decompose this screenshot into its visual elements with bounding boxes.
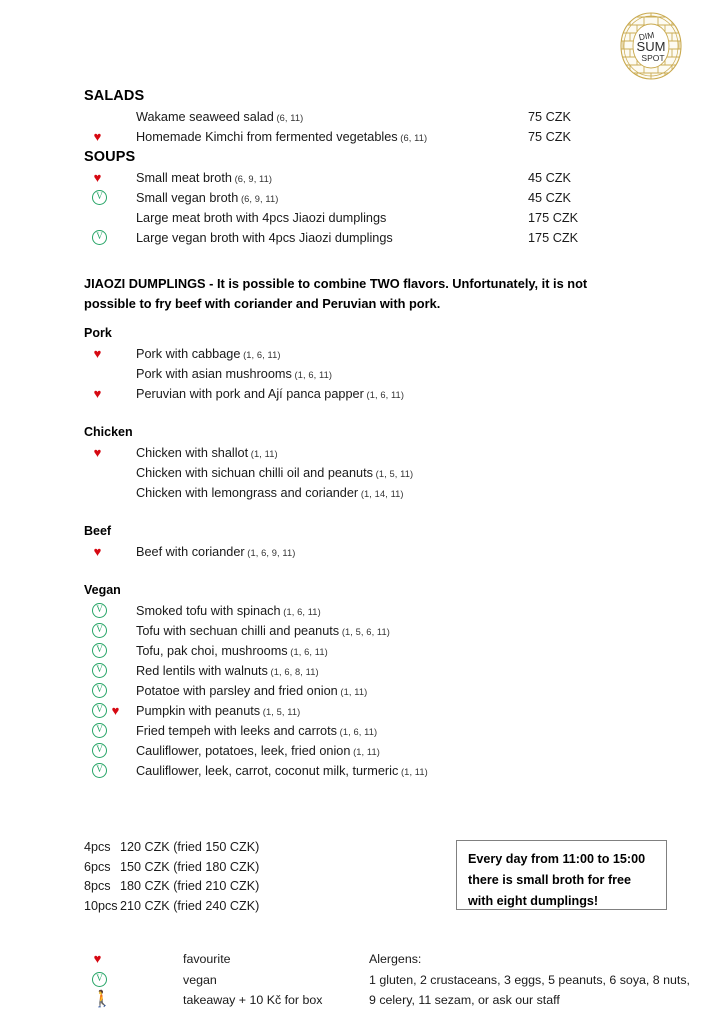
menu-item-allergens: (1, 6, 11): [240, 350, 281, 360]
logo-text-sum: SUM: [636, 39, 666, 54]
menu-item-label: [136, 483, 404, 504]
menu-item-name: Small vegan broth: [136, 191, 239, 205]
portion-amount: 210 CZK (fried 240 CZK): [120, 898, 260, 913]
heart-icon: ♥: [93, 170, 102, 186]
vegan-icon: V: [92, 643, 107, 658]
menu-item-allergens: (1, 6, 11): [363, 390, 405, 400]
menu-item-name: Small meat broth: [136, 171, 232, 185]
jiaozi-heading: JIAOZI DUMPLINGS: [84, 276, 206, 291]
menu-item-name: Chicken with sichuan chilli oil and peanuts: [136, 466, 373, 480]
marker-slot: [92, 344, 110, 364]
allergens-line-2: 9 celery, 11 sezam, or ask our staff: [369, 993, 560, 1007]
marker-slot: [92, 721, 110, 741]
legend-icon-wrap: [92, 970, 112, 991]
free-broth-notice-box: [456, 840, 667, 910]
menu-item-row: [84, 107, 684, 127]
row-markers: [92, 741, 136, 761]
menu-item-name: Pork with cabbage: [136, 347, 241, 361]
legend-icon-wrap: [92, 990, 112, 1011]
marker-slot: [92, 661, 110, 681]
jiaozi-intro: [84, 274, 624, 314]
row-markers: [92, 188, 136, 208]
portion-quantity: 10pcs: [84, 898, 118, 913]
marker-slot: [92, 621, 110, 641]
allergens-block: [369, 949, 699, 1011]
menu-item-label: [136, 761, 428, 782]
menu-item-allergens: (1, 6, 11): [280, 607, 321, 617]
row-markers: [92, 344, 136, 364]
row-markers: [92, 443, 136, 463]
row-markers: [92, 542, 136, 562]
menu-item-allergens: (1, 14, 11): [358, 489, 404, 499]
menu-item-label: [136, 443, 278, 464]
portion-amount: 150 CZK (fried 180 CZK): [120, 859, 260, 874]
row-markers: [92, 661, 136, 681]
portion-quantity: 4pcs: [84, 840, 111, 854]
menu-item-name: Chicken with shallot: [136, 446, 249, 460]
row-markers: [92, 127, 136, 147]
row-markers: [92, 228, 136, 248]
menu-item-name: Chicken with lemongrass and coriander: [136, 486, 359, 500]
marker-slot: [92, 228, 110, 248]
vegan-icon: V: [92, 972, 107, 987]
row-markers: [92, 701, 136, 721]
allergens-title: Alergens:: [369, 952, 422, 966]
menu-item-label: [136, 721, 377, 742]
row-markers: [92, 483, 136, 503]
menu-item-label: [136, 641, 328, 662]
menu-item-row: [84, 741, 684, 761]
group-heading-beef: Beef: [84, 524, 112, 538]
marker-slot: [92, 168, 110, 188]
vegan-icon: V: [92, 763, 107, 778]
menu-item-allergens: (6, 9, 11): [238, 194, 279, 204]
menu-item-row: [84, 681, 684, 701]
menu-item-price: 75 CZK: [528, 130, 572, 144]
marker-slot: [92, 601, 110, 621]
menu-item-label: [136, 228, 393, 248]
row-markers: [92, 601, 136, 621]
marker-slot: [92, 127, 110, 147]
legend-label: favourite: [183, 952, 231, 966]
menu-item-row: [84, 601, 684, 621]
row-markers: [92, 463, 136, 483]
section-heading-soups: SOUPS: [84, 149, 136, 165]
menu-item-allergens: (1, 5, 11): [260, 707, 301, 717]
menu-item-label: [136, 681, 367, 702]
allergens-line-1: 1 gluten, 2 crustaceans, 3 eggs, 5 peanuts, 6 soya, 8 nuts,: [369, 972, 690, 987]
heart-icon: ♥: [93, 544, 102, 560]
menu-item-row: [84, 701, 684, 721]
menu-item-label: [136, 384, 404, 405]
menu-item-row: [84, 384, 684, 404]
vegan-icon: V: [92, 723, 107, 738]
marker-slot: [92, 188, 110, 208]
menu-item-label: [136, 741, 380, 762]
marker-slot: [92, 443, 110, 463]
portion-amount: 120 CZK (fried 150 CZK): [120, 840, 260, 854]
legend-label: vegan: [183, 972, 217, 987]
row-markers: [92, 641, 136, 661]
menu-item-name: Smoked tofu with spinach: [136, 604, 281, 618]
menu-item-name: Pork with asian mushrooms: [136, 367, 292, 381]
dim-sum-spot-logo: [617, 11, 685, 81]
portion-quantity: 8pcs: [84, 879, 111, 894]
menu-item-row: [84, 483, 684, 503]
marker-slot: [92, 741, 110, 761]
vegan-icon: V: [92, 230, 107, 245]
menu-item-name: Tofu, pak choi, mushrooms: [136, 644, 288, 658]
menu-item-allergens: (1, 11): [337, 687, 368, 697]
logo-text-dim: DIM: [637, 29, 656, 43]
notice-text: Every day from 11:00 to 15:00 there is small broth for free with eight dumplings!: [468, 852, 646, 908]
jiaozi-heading-note: - It is possible to combine TWO flavors. Unfortunately, it is not possible to fry beef with coriander and Peruvian with pork.: [84, 276, 588, 311]
menu-item-row: [84, 542, 684, 562]
legend: [92, 949, 352, 1011]
row-markers: [92, 208, 136, 228]
marker-slot: [92, 701, 110, 721]
menu-item-price: 45 CZK: [528, 191, 572, 205]
menu-item-price: 45 CZK: [528, 171, 572, 185]
menu-item-allergens: (1, 6, 11): [287, 647, 328, 657]
row-markers: [92, 364, 136, 384]
menu-item-row: [84, 463, 684, 483]
menu-item-name: Cauliflower, leek, carrot, coconut milk, turmeric: [136, 764, 399, 778]
menu-item-allergens: (1, 6, 11): [291, 370, 333, 380]
takeaway-icon: 🚶: [92, 990, 112, 1008]
row-markers: [92, 384, 136, 404]
vegan-icon: V: [92, 190, 107, 205]
menu-item-allergens: (1, 11): [248, 449, 278, 459]
menu-item-label: [136, 188, 278, 209]
menu-item-name: Potatoe with parsley and fried onion: [136, 684, 338, 698]
menu-item-allergens: (1, 11): [350, 747, 380, 757]
section-heading-salads: SALADS: [84, 88, 145, 104]
menu-item-row: [84, 127, 684, 147]
row-markers: [92, 107, 136, 127]
vegan-icon: V: [92, 683, 107, 698]
menu-item-name: Fried tempeh with leeks and carrots: [136, 724, 337, 738]
menu-item-name: Large vegan broth with 4pcs Jiaozi dumplings: [136, 231, 393, 245]
menu-item-label: [136, 601, 321, 622]
legend-label: takeaway + 10 Kč for box: [183, 993, 323, 1007]
menu-item-name: Wakame seaweed salad: [136, 110, 274, 124]
menu-item-name: Large meat broth with 4pcs Jiaozi dumplings: [136, 211, 387, 225]
group-heading-pork: Pork: [84, 326, 112, 340]
legend-icon-wrap: [92, 949, 112, 970]
menu-item-label: [136, 127, 427, 148]
menu-item-allergens: (6, 11): [273, 113, 304, 123]
menu-item-name: Pumpkin with peanuts: [136, 704, 261, 718]
menu-item-row: [84, 208, 684, 228]
legend-row: [92, 970, 352, 991]
heart-icon: ♥: [111, 703, 120, 719]
menu-item-label: [136, 364, 332, 385]
menu-item-price: 175 CZK: [528, 211, 579, 225]
vegan-icon: V: [92, 703, 107, 718]
heart-icon: ♥: [93, 386, 102, 402]
menu-item-name: Tofu with sechuan chilli and peanuts: [136, 624, 340, 638]
marker-slot: [92, 542, 110, 562]
portion-quantity: 6pcs: [84, 859, 111, 874]
menu-item-label: [136, 463, 413, 484]
menu-item-price: 75 CZK: [528, 110, 572, 124]
menu-item-allergens: (1, 6, 11): [336, 727, 378, 737]
menu-item-row: [84, 344, 684, 364]
menu-item-allergens: (1, 5, 6, 11): [339, 627, 390, 637]
menu-item-name: Peruvian with pork and Ají panca papper: [136, 387, 364, 401]
menu-item-label: [136, 542, 295, 563]
marker-slot: [92, 681, 110, 701]
vegan-icon: V: [92, 663, 107, 678]
menu-item-allergens: (1, 5, 11): [372, 469, 414, 479]
menu-item-label: [136, 621, 390, 642]
menu-item-row: [84, 228, 684, 248]
menu-item-row: [84, 721, 684, 741]
group-heading-vegan: Vegan: [84, 583, 121, 597]
menu-item-row: [84, 761, 684, 781]
menu-item-label: [136, 208, 386, 228]
menu-item-allergens: (6, 11): [397, 133, 428, 143]
menu-item-name: Homemade Kimchi from fermented vegetables: [136, 130, 398, 144]
menu-item-row: [84, 621, 684, 641]
row-markers: [92, 681, 136, 701]
menu-item-label: [136, 107, 303, 128]
heart-icon: ♥: [93, 951, 102, 967]
menu-item-row: [84, 443, 684, 463]
row-markers: [92, 168, 136, 188]
marker-slot: [92, 384, 110, 404]
heart-icon: ♥: [93, 346, 102, 362]
marker-slot: [92, 761, 110, 781]
marker-slot: [110, 701, 128, 721]
menu-item-name: Cauliflower, potatoes, leek, fried onion: [136, 744, 351, 758]
row-markers: [92, 761, 136, 781]
menu-item-allergens: (1, 11): [398, 767, 428, 777]
menu-item-row: [84, 661, 684, 681]
portion-amount: 180 CZK (fried 210 CZK): [120, 879, 260, 894]
menu-item-row: [84, 168, 684, 188]
menu-item-row: [84, 641, 684, 661]
menu-item-label: [136, 344, 281, 365]
marker-slot: [92, 641, 110, 661]
heart-icon: ♥: [93, 129, 102, 145]
menu-item-allergens: (1, 6, 8, 11): [267, 667, 319, 677]
legend-row: [92, 949, 352, 970]
row-markers: [92, 721, 136, 741]
menu-item-row: [84, 188, 684, 208]
logo-text-spot: SPOT: [641, 53, 665, 63]
vegan-icon: V: [92, 743, 107, 758]
group-heading-chicken: Chicken: [84, 425, 133, 439]
vegan-icon: V: [92, 603, 107, 618]
menu-item-price: 175 CZK: [528, 231, 579, 245]
menu-item-row: [84, 364, 684, 384]
legend-row: [92, 990, 352, 1011]
menu-item-label: [136, 661, 319, 682]
row-markers: [92, 621, 136, 641]
menu-item-name: Red lentils with walnuts: [136, 664, 268, 678]
menu-item-allergens: (1, 6, 9, 11): [244, 548, 296, 558]
menu-item-name: Beef with coriander: [136, 545, 245, 559]
heart-icon: ♥: [93, 445, 102, 461]
vegan-icon: V: [92, 623, 107, 638]
menu-item-label: [136, 701, 300, 722]
menu-item-allergens: (6, 9, 11): [231, 174, 273, 184]
menu-item-label: [136, 168, 272, 189]
